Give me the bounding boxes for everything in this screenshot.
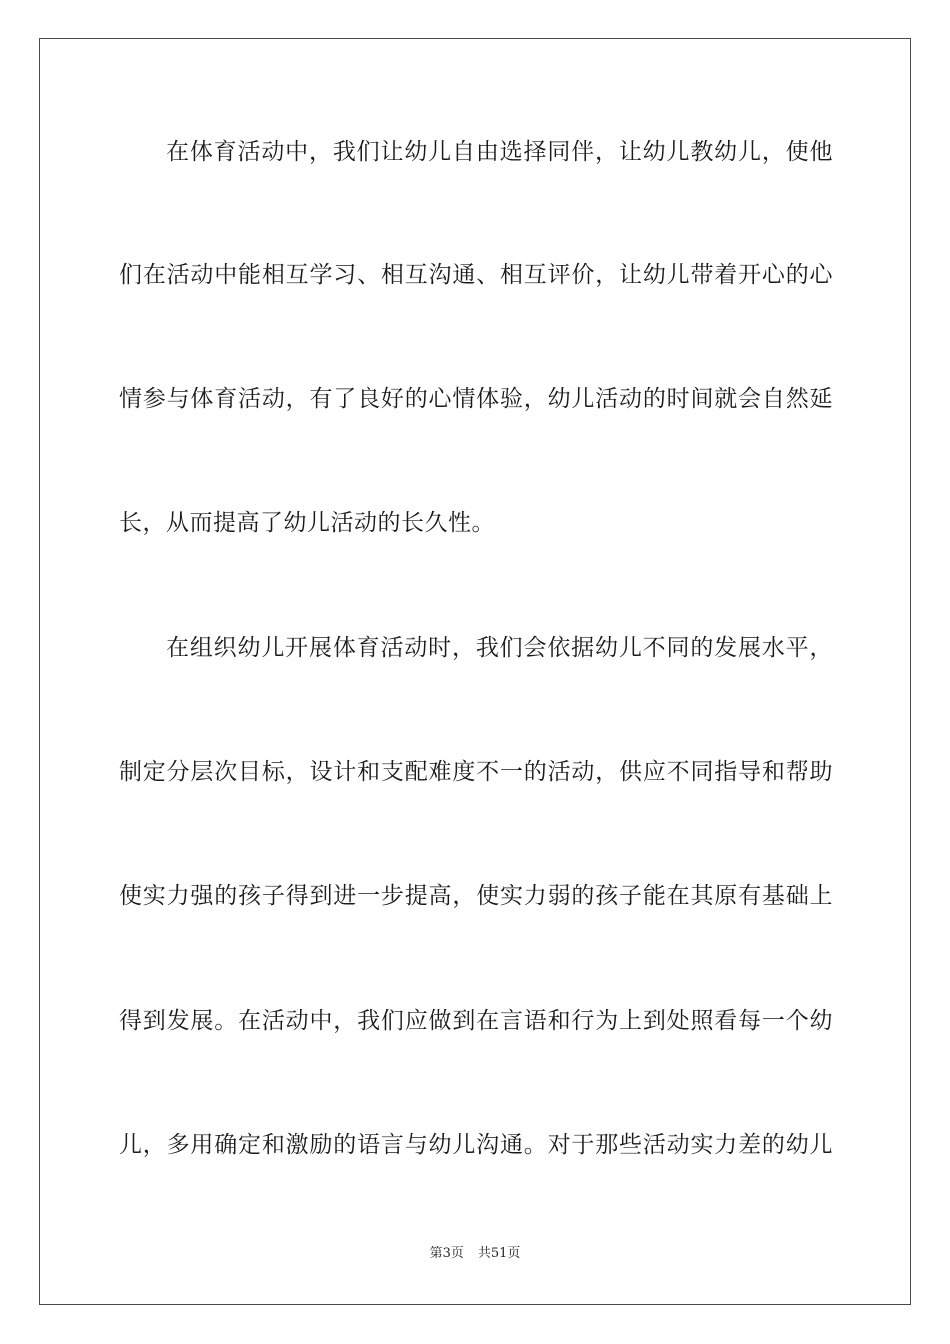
paragraph-2-line-2: 制定分层次目标，设计和支配难度不一的活动，供应不同指导和帮助 (119, 759, 833, 785)
page-number: 第3页 (429, 1246, 464, 1261)
total-pages: 共51页 (477, 1246, 521, 1261)
paragraph-2-line-3: 使实力强的孩子得到进一步提高，使实力弱的孩子能在其原有基础上 (119, 883, 833, 909)
paragraph-2-line-1: 在组织幼儿开展体育活动时，我们会依据幼儿不同的发展水平， (166, 635, 833, 661)
paragraph-2-line-5: 儿，多用确定和激励的语言与幼儿沟通。对于那些活动实力差的幼儿 (119, 1132, 833, 1158)
paragraph-1-line-4: 长，从而提高了幼儿活动的长久性。 (119, 510, 495, 536)
page-border (39, 38, 911, 1305)
paragraph-1-line-2: 们在活动中能相互学习、相互沟通、相互评价，让幼儿带着开心的心 (119, 262, 833, 288)
paragraph-1-line-1: 在体育活动中，我们让幼儿自由选择同伴，让幼儿教幼儿，使他 (166, 139, 833, 165)
page-footer (0, 1245, 950, 1263)
paragraph-2-line-4: 得到发展。在活动中，我们应做到在言语和行为上到处照看每一个幼 (119, 1008, 833, 1034)
paragraph-1-line-3: 情参与体育活动，有了良好的心情体验，幼儿活动的时间就会自然延 (119, 386, 833, 412)
